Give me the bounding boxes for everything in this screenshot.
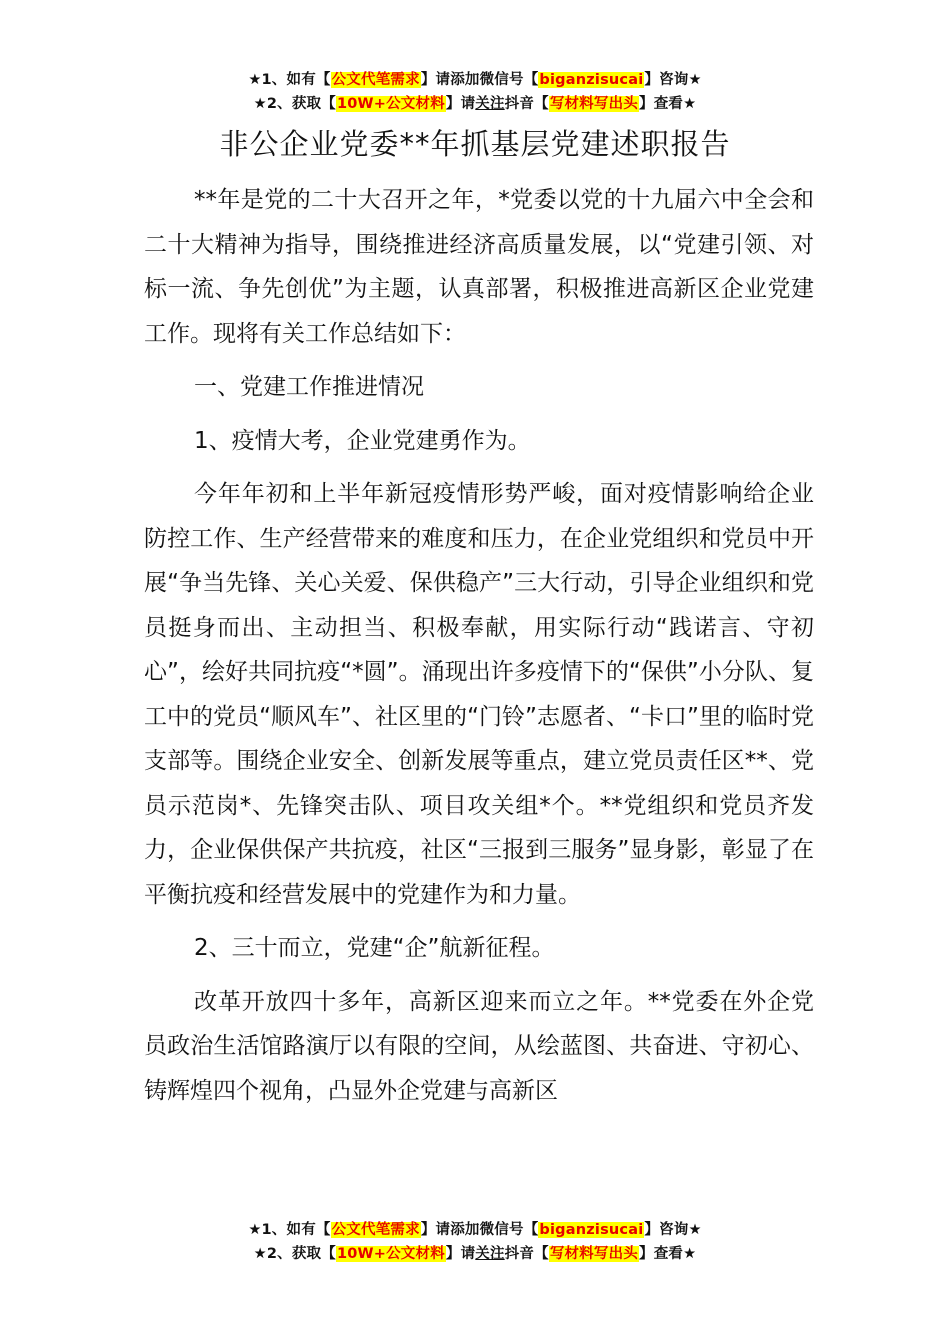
banner-text: 】查看★	[639, 96, 697, 112]
subsection-heading: 2、三十而立，党建“企”航新征程。	[194, 935, 555, 961]
document-body	[144, 178, 814, 1113]
banner-highlight: 写材料写出头	[549, 1246, 639, 1262]
banner-highlight: 10W+公文材料	[336, 96, 445, 112]
banner-underline: 关注	[475, 1246, 505, 1262]
banner-underline: 关注	[475, 96, 505, 112]
banner-highlight: 公文代笔需求	[331, 1222, 420, 1238]
banner-text: 】咨询★	[644, 72, 702, 88]
banner-highlight: biganzisucai	[539, 72, 644, 88]
banner-text: 】请	[445, 1246, 476, 1262]
banner-line-2	[0, 92, 950, 116]
banner-text: 】查看★	[639, 1246, 697, 1262]
banner-highlight: 10W+公文材料	[336, 1246, 445, 1262]
banner-text: 】咨询★	[644, 1222, 702, 1238]
banner-text: 】请添加微信号【	[420, 1222, 539, 1238]
header-banner	[0, 68, 950, 116]
subsection-heading: 1、疫情大考，企业党建勇作为。	[194, 427, 531, 454]
paragraph: 今年年初和上半年新冠疫情形势严峻，面对疫情影响给企业防控工作、生产经营带来的难度和压力，在企业党组织和党员中开展“争当先锋、关心关爱、保供稳产”三大行动，引导企业组织和党员挺身而出、主动担当、积极奉献，用实际行动“践诺言、守初心”，绘好共同抗疫“*圆”。涌现出许多疫情下的“保供”小分队、复工中的党员“顺风车”、社区里的“门铃”志愿者、“卡口”里的临时党支部等。围绕企业安全、创新发展等重点，建立党员责任区**、党员示范岗*、先锋突击队、项目攻关组*个。**党组织和党员齐发力，企业保供保产共抗疫，社区“三报到三服务”显身影，彰显了在平衡抗疫和经营发展中的党建作为和力量。	[144, 481, 814, 908]
banner-line-1	[0, 68, 950, 92]
section-heading: 一、党建工作推进情况	[194, 374, 424, 400]
banner-text: 】请添加微信号【	[420, 72, 539, 88]
banner-line-1	[0, 1218, 950, 1242]
banner-text: 抖音【	[504, 96, 549, 112]
banner-highlight: 公文代笔需求	[331, 72, 420, 88]
banner-line-2	[0, 1242, 950, 1266]
banner-text: 抖音【	[504, 1246, 549, 1262]
banner-text: 】请	[445, 96, 476, 112]
banner-highlight: biganzisucai	[539, 1222, 644, 1238]
banner-text: ★1、如有【	[248, 72, 331, 88]
banner-text: ★2、获取【	[253, 1246, 336, 1262]
paragraph-intro: **年是党的二十大召开之年，*党委以党的十九届六中全会和二十大精神为指导，围绕推进经济高质量发展，以“党建引领、对标一流、争先创优”为主题，认真部署，积极推进高新区企业党建工作。现将有关工作总结如下：	[144, 187, 814, 347]
banner-text: ★1、如有【	[248, 1222, 331, 1238]
document-title: 非公企业党委**年抓基层党建述职报告	[219, 127, 731, 161]
footer-banner	[0, 1218, 950, 1266]
banner-highlight: 写材料写出头	[549, 96, 639, 112]
banner-text: ★2、获取【	[253, 96, 336, 112]
paragraph: 改革开放四十多年，高新区迎来而立之年。**党委在外企党员政治生活馆路演厅以有限的空间，从绘蓝图、共奋进、守初心、铸辉煌四个视角，凸显外企党建与高新区	[144, 988, 814, 1104]
